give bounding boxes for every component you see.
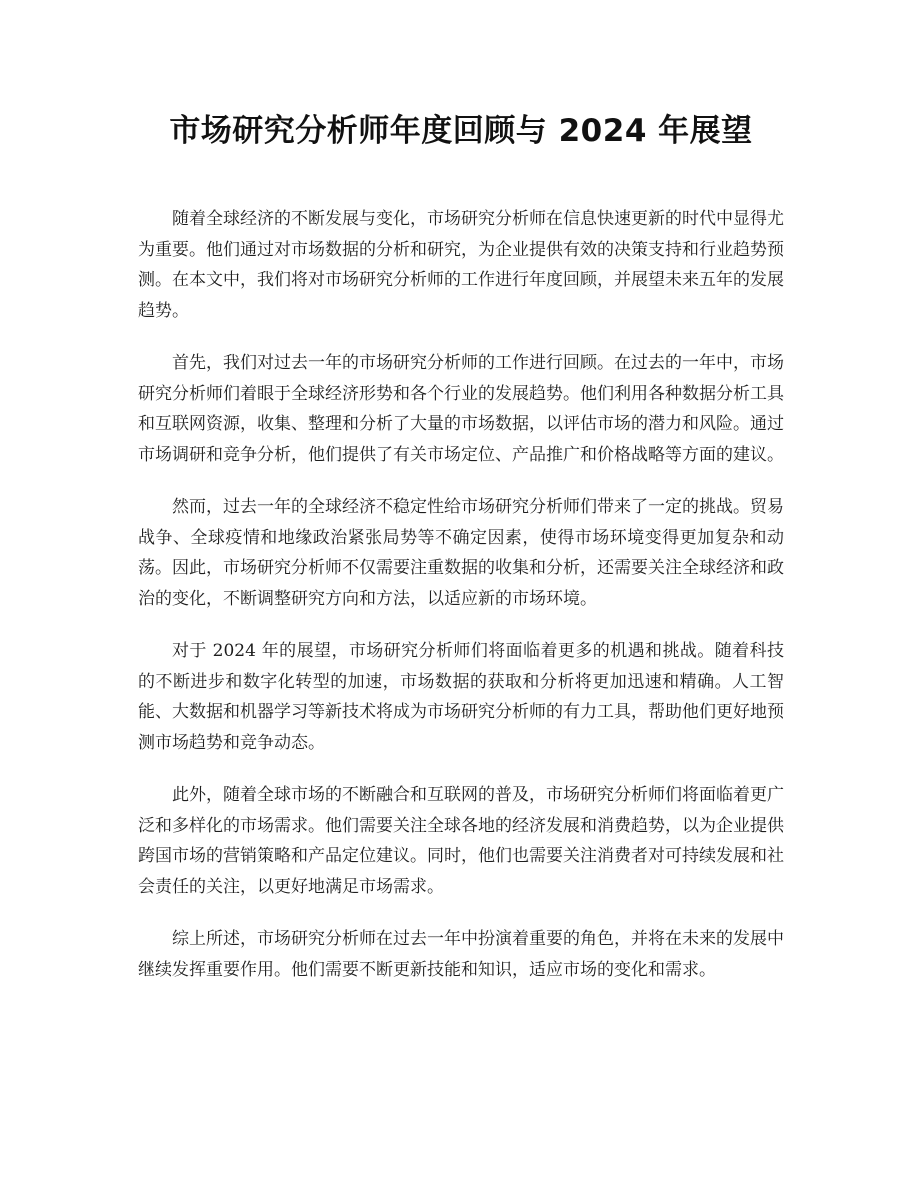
document-page (138, 100, 784, 1007)
paragraph-challenges: 然而，过去一年的全球经济不稳定性给市场研究分析师们带来了一定的挑战。贸易战争、全球疫情和地缘政治紧张局势等不确定因素，使得市场环境变得更加复杂和动荡。因此，市场研究分析师不仅需要注重数据的收集和分析，还需要关注全球经济和政治的变化，不断调整研究方向和方法，以适应新的市场环境。 (138, 497, 784, 609)
document-title: 市场研究分析师年度回顾与 2024 年展望 (169, 113, 753, 149)
paragraph-conclusion: 综上所述，市场研究分析师在过去一年中扮演着重要的角色，并将在未来的发展中继续发挥重要作用。他们需要不断更新技能和知识，适应市场的变化和需求。 (138, 929, 784, 980)
paragraph-intro: 随着全球经济的不断发展与变化，市场研究分析师在信息快速更新的时代中显得尤为重要。他们通过对市场数据的分析和研究，为企业提供有效的决策支持和行业趋势预测。在本文中，我们将对市场研究分析师的工作进行年度回顾，并展望未来五年的发展趋势。 (138, 209, 784, 321)
paragraph-outlook-2024: 对于 2024 年的展望，市场研究分析师们将面临着更多的机遇和挑战。随着科技的不断进步和数字化转型的加速，市场数据的获取和分析将更加迅速和精确。人工智能、大数据和机器学习等新技术将成为市场研究分析师的有力工具，帮助他们更好地预测市场趋势和竞争动态。 (138, 641, 784, 753)
paragraph-review: 首先，我们对过去一年的市场研究分析师的工作进行回顾。在过去的一年中，市场研究分析师们着眼于全球经济形势和各个行业的发展趋势。他们利用各种数据分析工具和互联网资源，收集、整理和分析了大量的市场数据，以评估市场的潜力和风险。通过市场调研和竞争分析，他们提供了有关市场定位、产品推广和价格战略等方面的建议。 (138, 353, 784, 465)
paragraph-global-market: 此外，随着全球市场的不断融合和互联网的普及，市场研究分析师们将面临着更广泛和多样化的市场需求。他们需要关注全球各地的经济发展和消费趋势，以为企业提供跨国市场的营销策略和产品定位建议。同时，他们也需要关注消费者对可持续发展和社会责任的关注，以更好地满足市场需求。 (138, 785, 784, 897)
